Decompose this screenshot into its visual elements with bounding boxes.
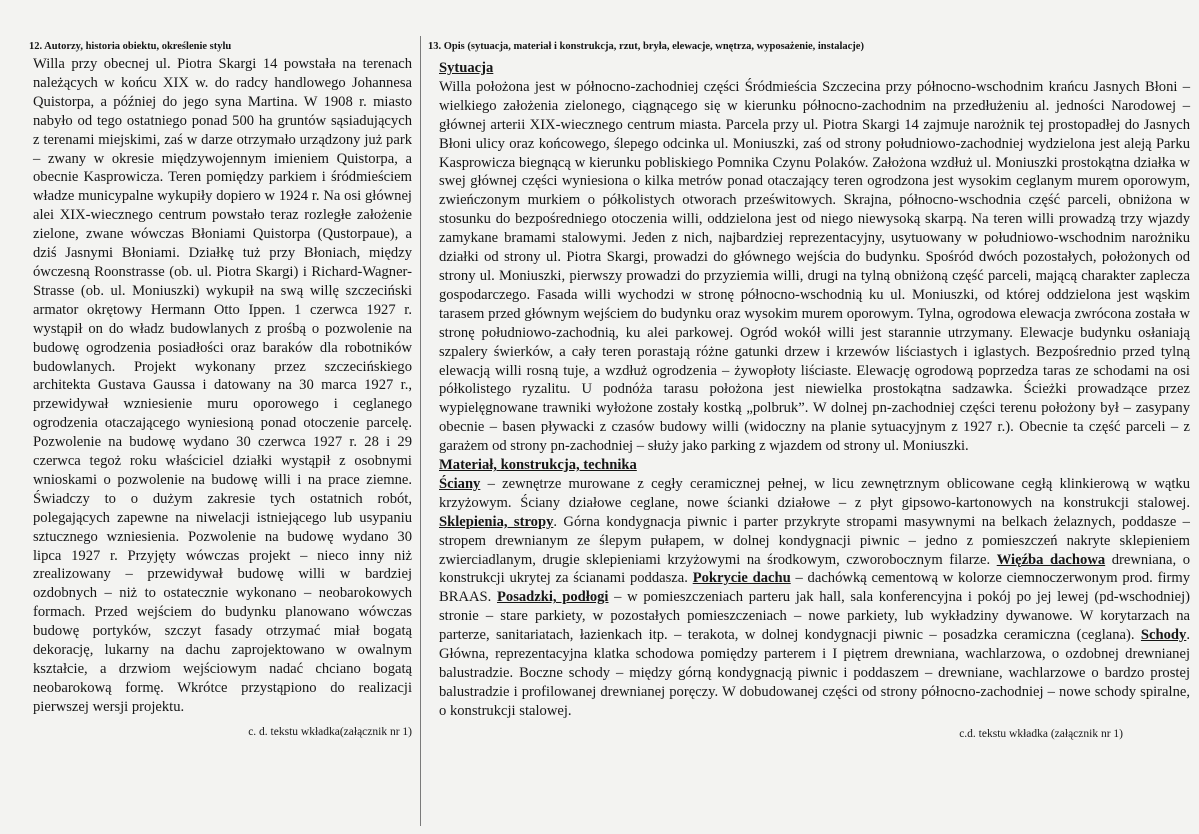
walls-term: Ściany bbox=[439, 475, 481, 492]
section-13-heading: 13. Opis (sytuacja, materiał i konstrukcja, rzut, bryła, elewacje, wnętrza, wyposażenie, instalacje) bbox=[428, 41, 864, 52]
roof-cover-term: Pokrycie dachu bbox=[692, 570, 791, 587]
materials-title: Materiał, konstrukcja, technika bbox=[439, 457, 637, 474]
history-text: Willa przy obecnej ul. Piotra Skargi 14 powstała na terenach należących w końcu XIX w. do radcy handlowego Johannesa Quistorpa, a później do jego syna Martina. W 1908 r. miasto nabyło od tego ostatniego ponad 500 ha gruntów sąsiadujących z terenami miejskimi, zaś w darze otrzymało urządzony już park – zwany w okresie międzywojennym imieniem Quistorpa, a obecnie Kasprowicza. Teren pomiędzy parkiem i śródmieściem władze municypalne wykupiły dopiero w 1924 r. Na osi głównej alei XIX-wiecznego centrum powstało teraz rozległe założenie zielone, zwane wówczas Błoniami Quistorpa (Qustorpaue), a dziś Jasnymi Błoniami. Działkę tuż przy Błoniach, między ówczesną Roonstrasse (ob. ul. Piotra Skargi) i Richard-Wagner-Strasse (ob. ul. Moniuszki) wykupił na swą willę szczeciński armator okrętowy Hermann Otto Ippen. 1 czerwca 1927 r. wystąpił on do władz budowlanych z prośbą o pozwolenie na budowę ogrodzenia posiadłości oraz baraków dla robotników budowlanych. Projekt wykonany przez szczecińskiego architekta Gustava Gaussa i datowany na 30 marca 1927 r., przewidywał wzniesienie muru oporowego i ceglanego ogrodzenia otaczającego wyniesioną ponad otoczenie parcelę. Pozwolenie na budowę wydano 30 czerwca 1927 r. 28 i 29 czerwca tegoż roku właściciel działki wystąpił z osobnymi wnioskami o pozwolenie na budowę willi i na prace ziemne. Świadczy to o dużym zakresie tych ostatnich robót, polegających zapewne na niwelacji istniejącego lub usypaniu sztucznego wzniesienia. Pozwolenie na budowę wydano 30 lipca 1927 r. Przyjęty wówczas projekt – nieco inny niż zrealizowany – przewidywał budowę willi w bardziej ozdobnych – niż to ostatecznie wykonano – neobarokowych formach. Przed wejściem do budynku planowano wówczas budowę portyków, szczyt fasady otrzymać miał bogatą dekorację, lukarny na dachu zaprojektowano w owalnym kształcie, a drzwiom wejściowym nadać chciano bogatą neobarokową formę. Wkrótce przystąpiono do realizacji pierwszej wersji projektu. bbox=[33, 56, 412, 715]
section-12-heading: 12. Autorzy, historia obiektu, określenie stylu bbox=[29, 41, 232, 52]
continuation-note-right: c.d. tekstu wkładka (załącznik nr 1) bbox=[959, 727, 1123, 740]
floors-text: – w pomieszczeniach parteru jak hall, sala konferencyjna i pokój po jej lewej (pd-wschodniej) stronie – stare parkiety, w pozostałych pomieszczeniach – nowe parkiety, lub wykładziny dywanowe. W korytarzach na parterze, sanitariatach, łazienkach itp. – terakota, w dolnej kondygnacji piwnic – posadzka ceramiczna (ceglana). bbox=[439, 589, 1190, 644]
situation-text: Willa położona jest w północno-zachodniej części Śródmieścia Szczecina przy północno-wschodnim krańcu Jasnych Błoni – wielkiego założenia zielonego, ciągnącego się w kierunku północno-zachodnim na przedłużeniu al. jedności Narodowej – głównej arterii XIX-wiecznego centrum miasta. Parcela przy ul. Piotra Skargi 14 zajmuje narożnik tej prostopadłej do Jasnych Błoni ulicy oraz końcowego, ślepego odcinka ul. Moniuszki, zaś od strony południowo-zachodniej wydzielona jest aleją Parku Kasprowicza biegnącą w kierunku pobliskiego Pomnika Czynu Polaków. Założona wzdłuż ul. Moniuszki prostokątna działka w swej głównej części wyniesiona o kilka metrów ponad otaczający teren ogrodzona jest wysokim ceglanym murem oporowym, zwieńczonym murkiem o półkolistych otworach prześwitowych. Skrajna, północno-wschodnia część parceli, obniżona w stosunku do bezpośredniego otoczenia willi, oddzielona jest od niego niewysoką skarpą. Na teren willi prowadzą trzy wjazdy zamykane bramami stalowymi. Jeden z nich, najbardziej reprezentacyjny, usytuowany w południowo-wschodnim narożniku działki od strony ul. Piotra Skargi, prowadzi do głównego wejścia do budynku. Spośród dwóch pozostałych, położonych od strony ul. Moniuszki, pierwszy prowadzi do przyziemia willi, drugi na tylną obniżoną część parceli, mającą charakter zaplecza gospodarczego. Fasada willi wychodzi w stronę północno-wschodnią ku ul. Moniuszki, od której oddzielona jest wąskim tarasem przed głównym wejściem do budynku oraz wysokim murem oporowym. Tylna, ogrodowa elewacja zwrócona została w stronę południowo-zachodnią, ku alei parkowej. Ogród wokół willi jest starannie utrzymany. Elewacje budynku osłaniają szpalery świerków, a cały teren porastają różne gatunki drzew i krzewów liściastych i iglastych. Bezpośrednio przed tylną elewacją willi rosną tuje, a wzdłuż ogrodzenia – żywopłoty liściaste. Elewację ogrodową poprzedza taras ze schodami na osi półkolistego ryzalitu. U podnóża tarasu położona jest niewielka prostokątna sadzawka. Ścieżki prowadzące przez wypielęgnowane trawniki wyłożone zostały kostką „polbruk”. W dolnej pn-zachodniej części terenu położony był – zasypany obecnie – basen pływacki z czasów budowy willi (widoczny na planie sytuacyjnym z 1927 r.). Obecnie ta część parceli – z garażem od strony pn-zachodniej – służy jako parking z wjazdem od strony ul. Moniuszki. bbox=[439, 78, 1190, 455]
roof-frame-text: drewniana, o konstrukcji ukrytej za ścianami poddasza. bbox=[439, 551, 1190, 587]
stairs-text: . Główna, reprezentacyjna klatka schodowa pomiędzy parterem i I piętrem drewniana, wachlarzowa, o ozdobnej drewnianej balustradzie. Boczne schody – między górną kondygnacją piwnic i poddaszem – drewniane, wachlarzowe o bardzo prostej balustradzie i profilowanej drewnianej poręczy. W dobudowanej części od strony północno-zachodniej – nowe schody spiralne, o konstrukcji stalowej. bbox=[439, 627, 1190, 719]
vaults-term: Sklepienia, stropy bbox=[439, 513, 554, 530]
vaults-text: . Górna kondygnacja piwnic i parter przykryte stropami masywnymi na belkach żelaznych, poddasze – stropem drewnianym ze ślepym pułapem, w dolnej kondygnacji piwnic – jedno z pomieszczeń nakryte sklepieniem zwierciadlanym, drugie sklepieniami krzyżowymi na środkowym, czworobocznym filarze. bbox=[439, 513, 1190, 568]
situation-title: Sytuacja bbox=[439, 60, 494, 76]
stairs-term: Schody bbox=[1140, 627, 1187, 644]
column-divider bbox=[420, 36, 421, 826]
section-12-column bbox=[26, 40, 412, 739]
walls-text: – zewnętrze murowane z cegły ceramicznej pełnej, w licu zewnętrznym oblicowane cegłą klinkierową w wątku krzyżowym. Ściany działowe ceglane, nowe ścianki działowe – z płyt gipsowo-kartonowych na konstrukcji stalowej. bbox=[439, 475, 1190, 511]
floors-term: Posadzki, podłogi bbox=[496, 589, 609, 606]
continuation-note-left: c. d. tekstu wkładka(załącznik nr 1) bbox=[248, 725, 412, 738]
roof-frame-term: Więźba dachowa bbox=[996, 551, 1106, 568]
section-13-column bbox=[428, 40, 1190, 741]
roof-cover-text: – dachówką cementową w kolorze ciemnoczerwonym prod. firmy BRAAS. bbox=[439, 570, 1190, 606]
materials-text bbox=[428, 475, 1190, 721]
